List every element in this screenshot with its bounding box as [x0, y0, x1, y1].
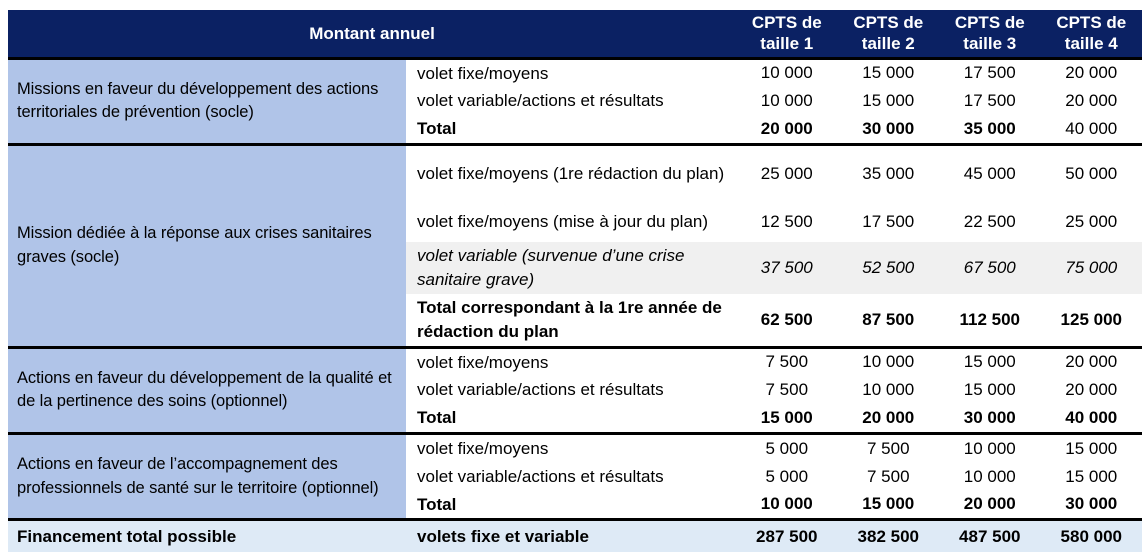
- row-label-total: Total: [406, 404, 736, 433]
- row-label-total: Total: [406, 115, 736, 144]
- amount-cell: 20 000: [1065, 63, 1118, 83]
- row-label: volet variable/actions et résultats: [417, 466, 664, 486]
- amount-cell: 35 000: [939, 115, 1041, 144]
- header-row: [8, 10, 1142, 58]
- amount-cell: 17 500: [963, 91, 1016, 111]
- row-label-variant: volet variable (survenue d’une crise sanitaire grave): [406, 242, 736, 294]
- amount-cell: 7 500: [866, 466, 910, 486]
- row-label-total: Total correspondant à la 1re année de rédaction du plan: [406, 294, 736, 347]
- amount-cell: 40 000: [1041, 115, 1143, 144]
- amount-cell: 15 000: [838, 491, 940, 520]
- amount-cell: 10 000: [760, 63, 813, 83]
- amount-cell: 20 000: [939, 491, 1041, 520]
- amount-cell: 580 000: [1041, 520, 1143, 552]
- table-row: [8, 58, 1142, 87]
- amount-cell: 52 500: [838, 242, 940, 294]
- row-label: volet fixe/moyens: [417, 352, 549, 372]
- amount-cell: 62 500: [736, 294, 838, 347]
- category-qualite-pertinence-soins: Actions en faveur du développement de la qualité et de la pertinence des soins (optionnel): [8, 347, 406, 433]
- amount-cell: 15 000: [862, 91, 915, 111]
- amount-cell: 10 000: [736, 491, 838, 520]
- amount-cell: 67 500: [939, 242, 1041, 294]
- amount-cell: 20 000: [736, 115, 838, 144]
- amount-cell: 12 500: [760, 212, 813, 232]
- amount-cell: 75 000: [1041, 242, 1143, 294]
- amount-cell: 35 000: [862, 164, 915, 184]
- amount-cell: 30 000: [939, 404, 1041, 433]
- amount-cell: 10 000: [760, 91, 813, 111]
- amount-cell: 5 000: [765, 438, 809, 458]
- amount-cell: 20 000: [1065, 380, 1118, 400]
- table-row: [8, 144, 1142, 202]
- amount-cell: 15 000: [1065, 466, 1118, 486]
- column-header-cpts-taille-4: CPTS de taille 4: [1041, 10, 1143, 58]
- amount-cell: 25 000: [760, 164, 813, 184]
- amount-cell: 5 000: [765, 466, 809, 486]
- amount-cell: 25 000: [1065, 212, 1118, 232]
- column-header-cpts-taille-2: CPTS de taille 2: [838, 10, 940, 58]
- amount-cell: 10 000: [862, 380, 915, 400]
- footer-sublabel: volets fixe et variable: [406, 520, 736, 552]
- amount-cell: 20 000: [1065, 352, 1118, 372]
- amount-cell: 30 000: [1041, 491, 1143, 520]
- footer-row: [8, 520, 1142, 552]
- column-header-cpts-taille-1: CPTS de taille 1: [736, 10, 838, 58]
- amount-cell: 125 000: [1041, 294, 1143, 347]
- amount-cell: 87 500: [838, 294, 940, 347]
- row-label: volet variable/actions et résultats: [417, 91, 664, 111]
- category-accompagnement-professionnels: Actions en faveur de l’accompagnement des professionnels de santé sur le territoire (optionnel): [8, 433, 406, 519]
- row-label: volet fixe/moyens: [417, 63, 549, 83]
- amount-cell: 15 000: [963, 380, 1016, 400]
- amount-cell: 287 500: [736, 520, 838, 552]
- row-label: volet fixe/moyens (mise à jour du plan): [417, 212, 709, 232]
- category-crises-sanitaires: Mission dédiée à la réponse aux crises sanitaires graves (socle): [8, 144, 406, 347]
- amount-cell: 17 500: [862, 212, 915, 232]
- amount-cell: 20 000: [838, 404, 940, 433]
- column-header-cpts-taille-3: CPTS de taille 3: [939, 10, 1041, 58]
- amount-cell: 20 000: [1065, 91, 1118, 111]
- amount-cell: 7 500: [765, 380, 809, 400]
- amount-cell: 112 500: [939, 294, 1041, 347]
- header-montant-annuel: Montant annuel: [8, 10, 736, 58]
- amount-cell: 22 500: [963, 212, 1016, 232]
- amount-cell: 30 000: [838, 115, 940, 144]
- amount-cell: 15 000: [1065, 438, 1118, 458]
- table-row: [8, 347, 1142, 376]
- amount-cell: 10 000: [963, 466, 1016, 486]
- amount-cell: 10 000: [963, 438, 1016, 458]
- category-missions-prevention: Missions en faveur du développement des actions territoriales de prévention (socle): [8, 58, 406, 144]
- amount-cell: 10 000: [862, 352, 915, 372]
- table-row: [8, 433, 1142, 462]
- amount-cell: 487 500: [939, 520, 1041, 552]
- amount-cell: 15 000: [736, 404, 838, 433]
- amount-cell: 15 000: [963, 352, 1016, 372]
- row-label: volet fixe/moyens: [417, 438, 549, 458]
- amount-cell: 45 000: [963, 164, 1016, 184]
- funding-table: [8, 10, 1142, 552]
- row-label-total: Total: [406, 491, 736, 520]
- row-label: volet variable/actions et résultats: [417, 380, 664, 400]
- amount-cell: 50 000: [1065, 164, 1118, 184]
- amount-cell: 17 500: [963, 63, 1016, 83]
- amount-cell: 382 500: [838, 520, 940, 552]
- amount-cell: 37 500: [736, 242, 838, 294]
- amount-cell: 7 500: [866, 438, 910, 458]
- footer-label: Financement total possible: [8, 520, 406, 552]
- amount-cell: 7 500: [765, 352, 809, 372]
- row-label: volet fixe/moyens (1re rédaction du plan): [417, 164, 725, 184]
- amount-cell: 15 000: [862, 63, 915, 83]
- amount-cell: 40 000: [1041, 404, 1143, 433]
